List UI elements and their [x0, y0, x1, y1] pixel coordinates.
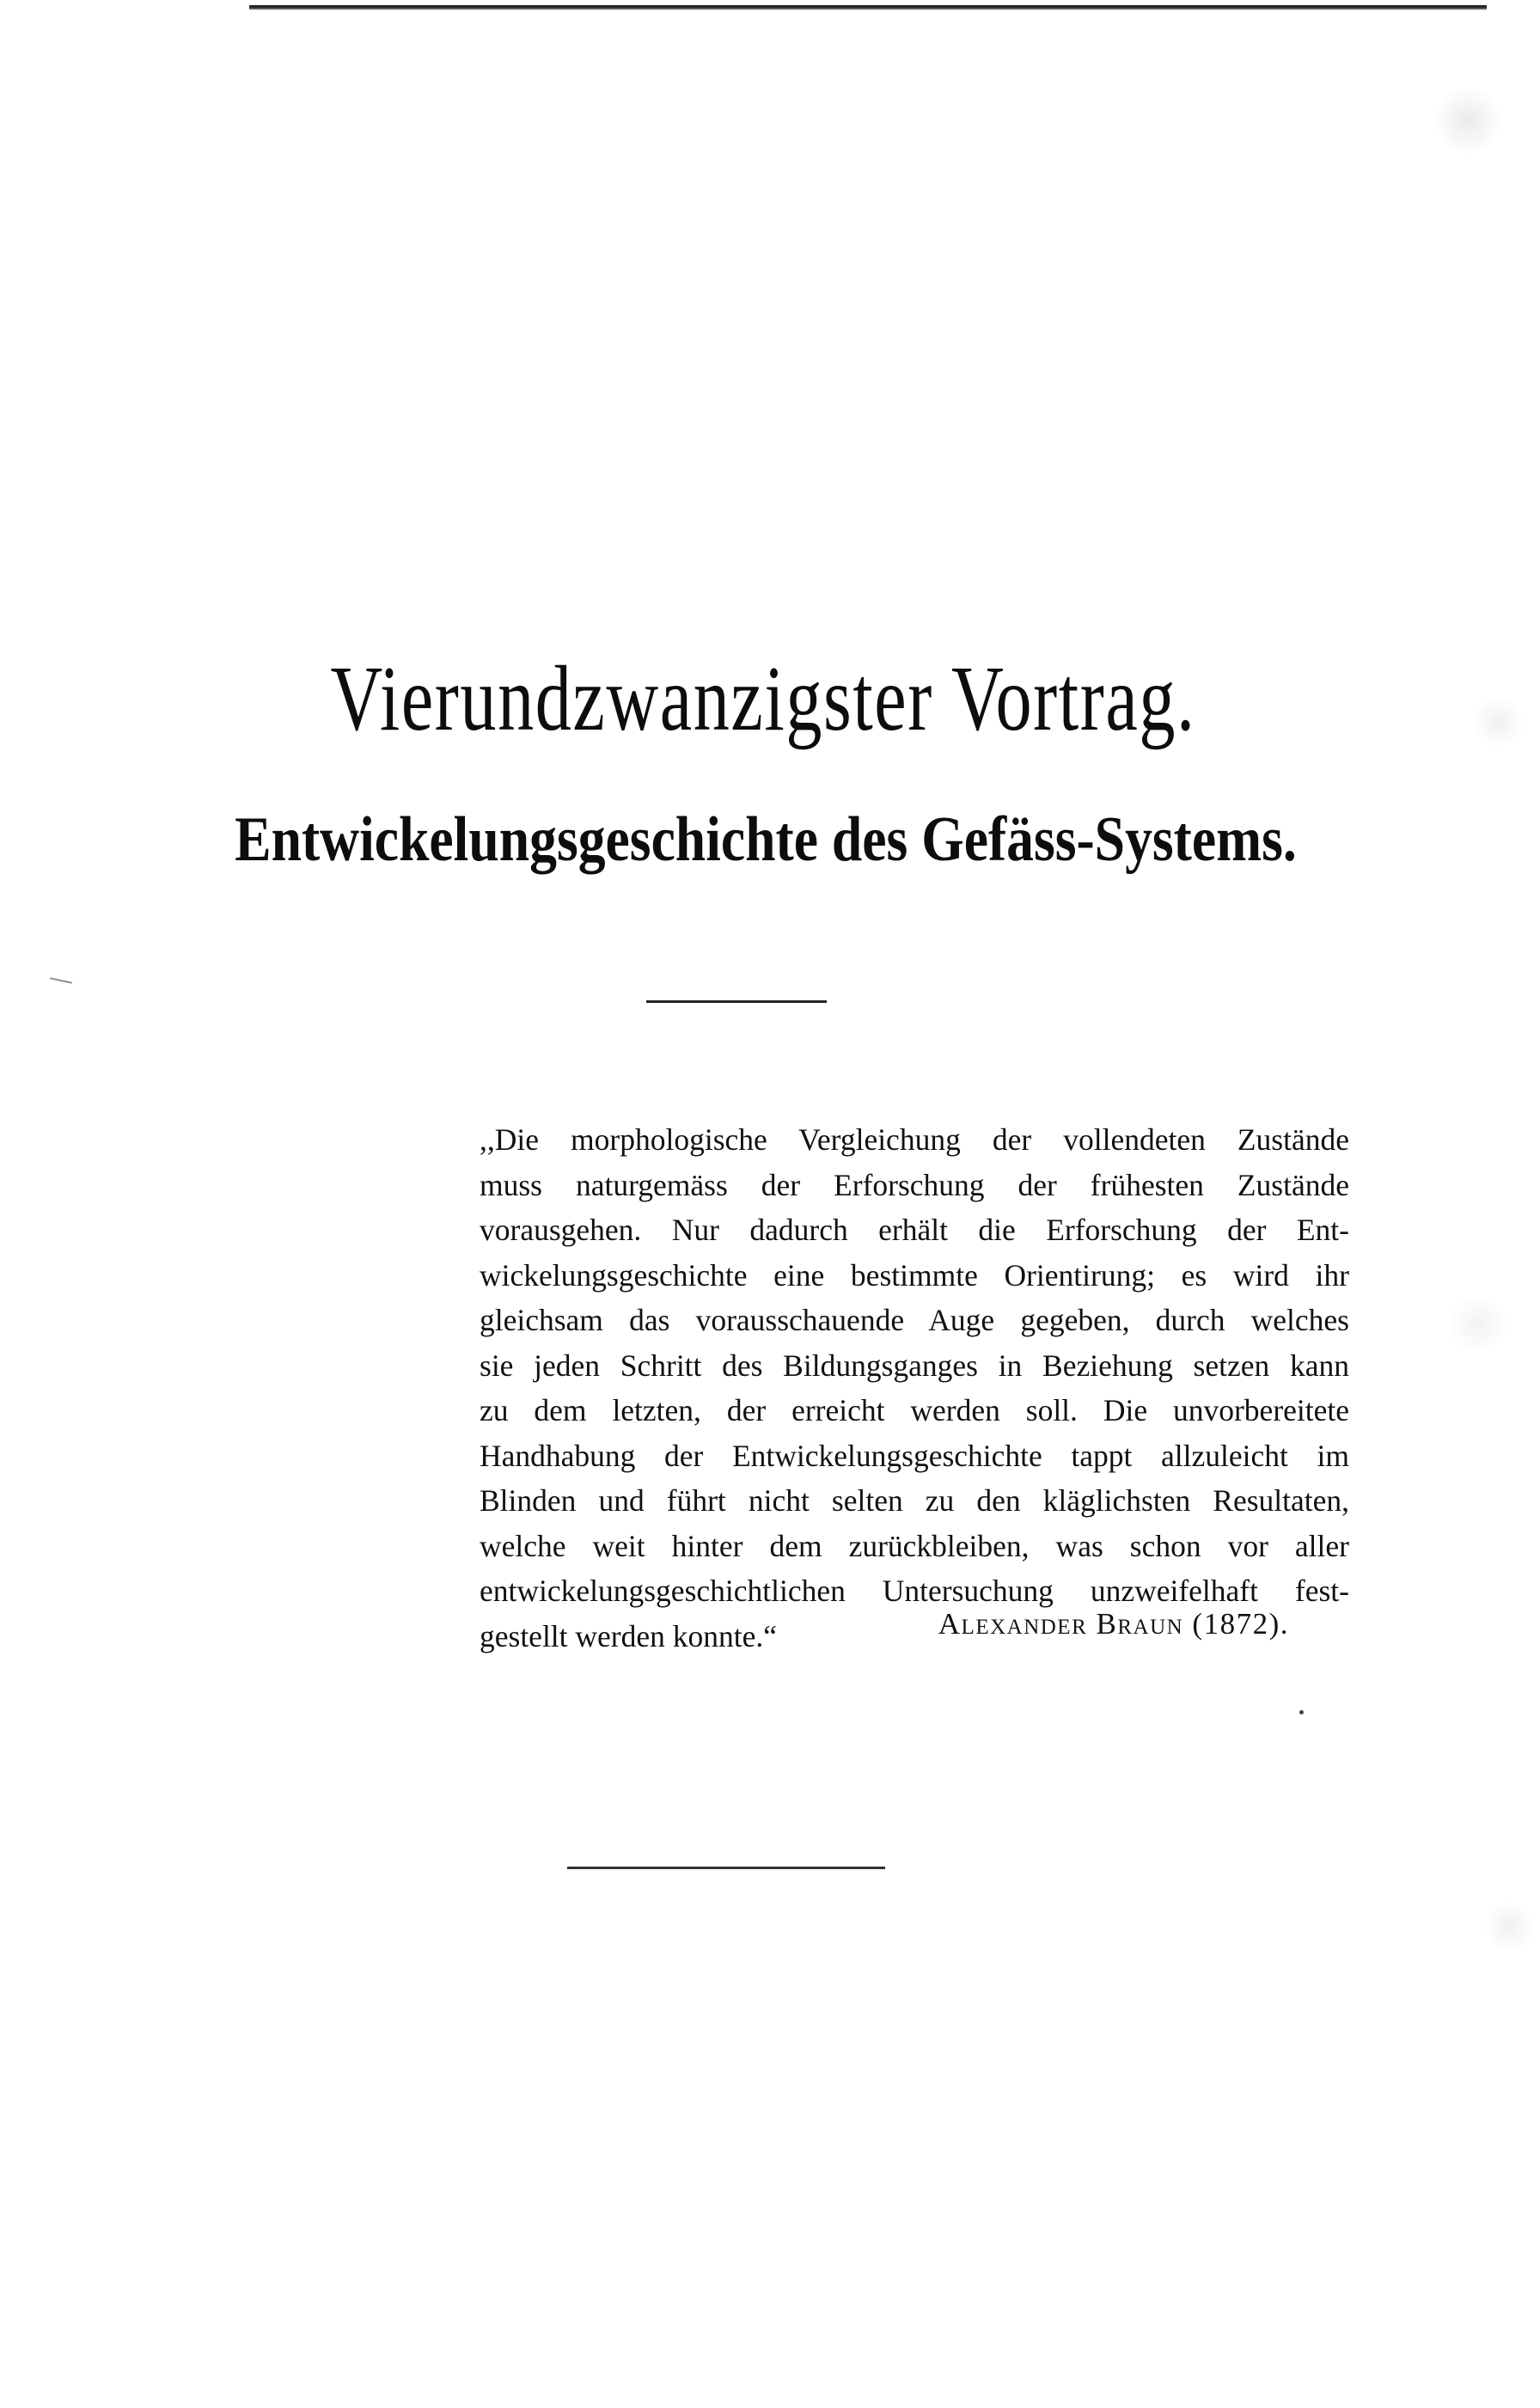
- epigraph-line: gleichsam das vorausschauende Auge gegeben, durch welches: [480, 1303, 1349, 1337]
- divider-rule-bottom: [567, 1867, 885, 1869]
- scan-top-edge: [249, 5, 1487, 10]
- stray-dot: [1299, 1710, 1304, 1714]
- epigraph-line: entwickelungsgeschichtlichen Untersuchung unzweifelhaft fest-: [480, 1574, 1349, 1608]
- stray-mark: [50, 977, 72, 983]
- divider-rule-top: [646, 1000, 827, 1003]
- epigraph-attribution: Alexander Braun (1872).: [938, 1607, 1289, 1641]
- epigraph-line: ,,Die morphologische Vergleichung der vollendeten Zustände: [480, 1122, 1349, 1157]
- epigraph-line: Blinden und führt nicht selten zu den kläglichsten Resultaten,: [480, 1483, 1349, 1518]
- epigraph-quote: [480, 1117, 1349, 1659]
- chapter-title: Vierundzwanzigster Vortrag.: [330, 648, 1196, 750]
- epigraph-line: welche weit hinter dem zurückbleiben, was schon vor aller: [480, 1528, 1349, 1563]
- scan-right-edge-noise: [1437, 0, 1540, 2408]
- epigraph-line: vorausgehen. Nur dadurch erhält die Erforschung der Ent-: [480, 1213, 1349, 1247]
- epigraph-line: wickelungsgeschichte eine bestimmte Orientirung; es wird ihr: [480, 1257, 1349, 1293]
- epigraph-line: sie jeden Schritt des Bildungsganges in Beziehung setzen kann: [480, 1348, 1349, 1383]
- epigraph-line: Handhabung der Entwickelungsgeschichte tappt allzuleicht im: [480, 1438, 1349, 1473]
- epigraph-line: zu dem letzten, der erreicht werden soll. Die unvorbereitete: [480, 1393, 1349, 1427]
- epigraph-line: muss naturgemäss der Erforschung der frühesten Zustände: [480, 1167, 1349, 1202]
- chapter-subtitle: Entwickelungsgeschichte des Gefäss-Systems.: [235, 804, 1297, 875]
- epigraph-line: gestellt werden konnte.“: [480, 1618, 778, 1653]
